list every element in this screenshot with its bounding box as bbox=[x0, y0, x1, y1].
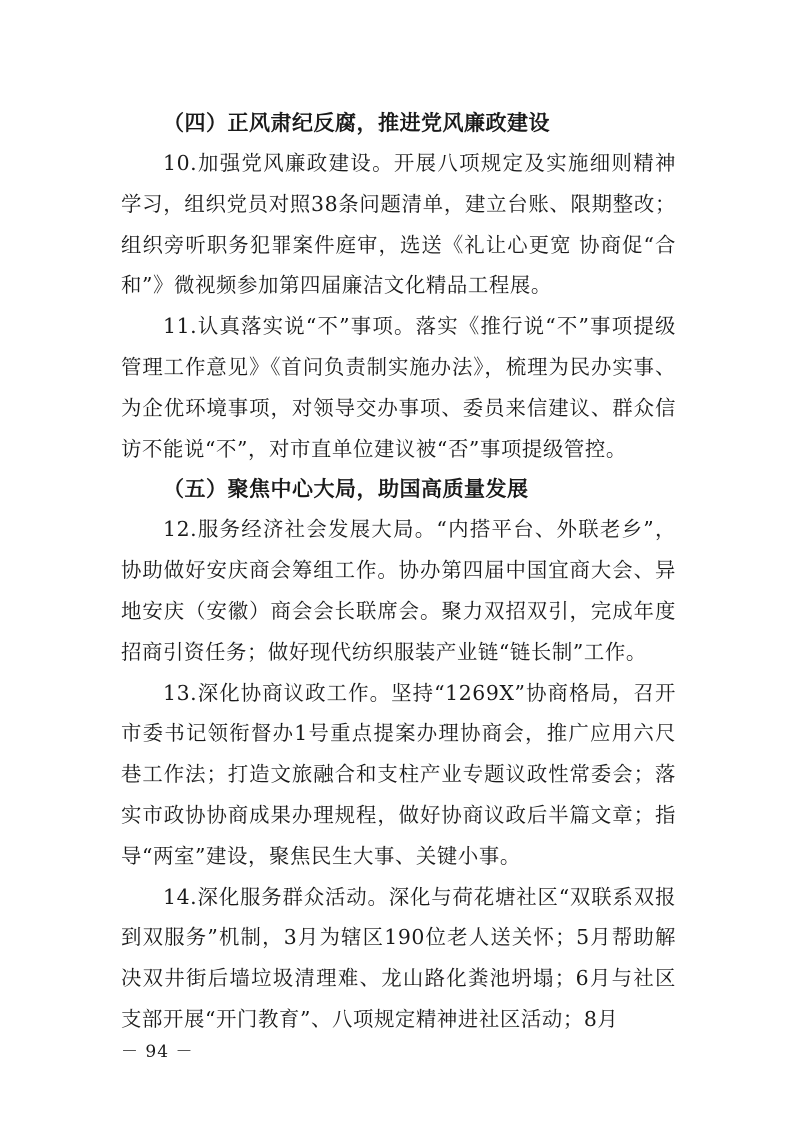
paragraph-14: 14.深化服务群众活动。深化与荷花塘社区“双联系双报到双服务”机制，3月为辖区190位老人送关怀；5月帮助解决双井街后墙垃圾清理难、龙山路化粪池坍塌；6月与社区支部开展“开门教育”、八项规定精神进社区活动；8月 bbox=[121, 884, 676, 1031]
paragraph-10: 10.加强党风廉政建设。开展八项规定及实施细则精神学习，组织党员对照38条问题清单，建立台账、限期整改；组织旁听职务犯罪案件庭审，选送《礼让心更宽 协商促“合和”》微视频参加第四届廉洁文化精品工程展。 bbox=[121, 151, 676, 298]
section-heading-5: （五）聚焦中心大局，助国高质量发展 bbox=[163, 477, 529, 502]
document-body bbox=[121, 103, 676, 1040]
paragraph-13: 13.深化协商议政工作。坚持“1269X”协商格局，召开市委书记领衔督办1号重点提案办理协商会，推广应用六尺巷工作法；打造文旅融合和支柱产业专题议政性常委会；落实市政协协商成果办理规程，做好协商议政后半篇文章；指导“两室”建设，聚焦民生大事、关键小事。 bbox=[121, 680, 676, 868]
page-number: － 94 － bbox=[121, 1042, 194, 1062]
paragraph-11: 11.认真落实说“不”事项。落实《推行说“不”事项提级管理工作意见》《首问负责制实施办法》，梳理为民办实事、为企优环境事项，对领导交办事项、委员来信建议、群众信访不能说“不”，对市直单位建议被“否”事项提级管控。 bbox=[121, 314, 676, 461]
paragraph-12: 12.服务经济社会发展大局。“内搭平台、外联老乡”，协助做好安庆商会筹组工作。协办第四届中国宜商大会、异地安庆（安徽）商会会长联席会。聚力双招双引，完成年度招商引资任务；做好现代纺织服装产业链“链长制”工作。 bbox=[121, 517, 676, 664]
section-heading-4: （四）正风肃纪反腐，推进党风廉政建设 bbox=[163, 111, 550, 135]
